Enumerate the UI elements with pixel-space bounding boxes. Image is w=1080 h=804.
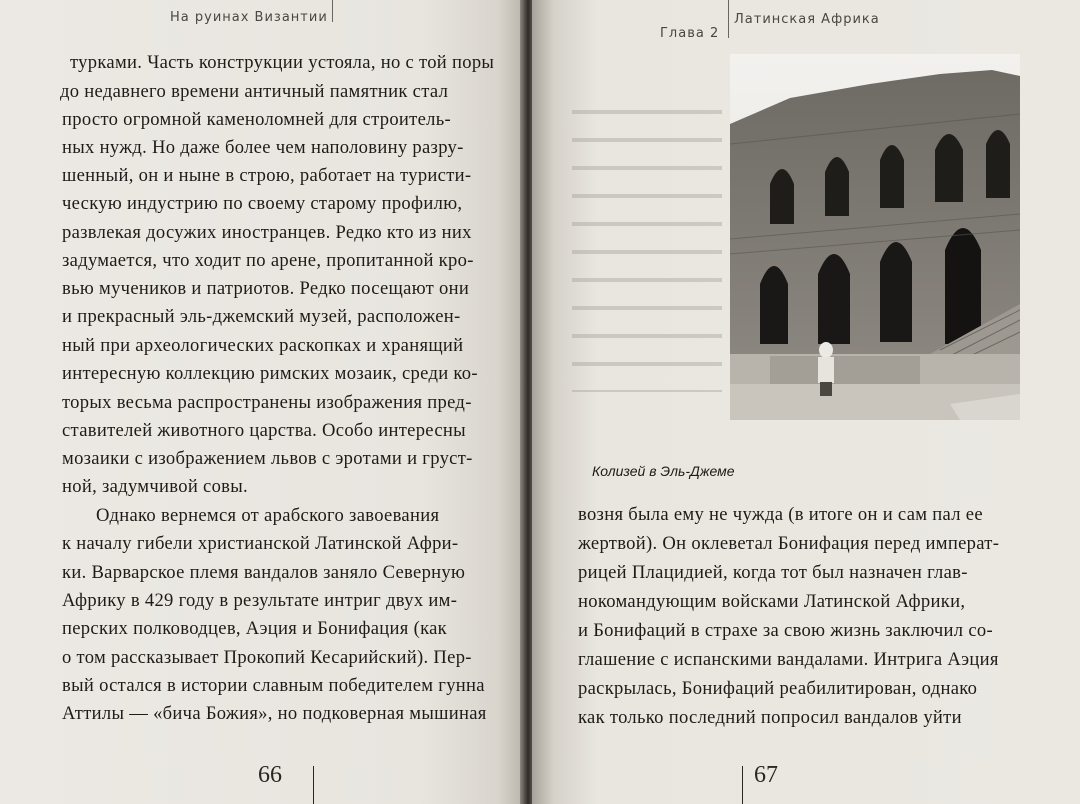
text-line: ных нужд. Но даже более чем наполовину разру- (62, 137, 464, 158)
text-line: ный при археологических раскопках и хранящий (62, 335, 464, 356)
text-line: ной, задумчивой совы. (62, 476, 248, 497)
text-line: интересную коллекцию римских мозаик, среди ко- (62, 363, 478, 384)
text-line: и прекрасный эль-джемский музей, расположен- (62, 306, 461, 327)
right-running-head: Латинская Африка (734, 12, 880, 27)
left-page-number: 66 (258, 762, 282, 788)
text-line: раскрылась, Бонифаций реабилитирован, однако (578, 678, 978, 699)
text-line: шенный, он и ныне в строю, работает на туристи- (62, 165, 472, 186)
text-line: и Бонифаций в страхе за свою жизнь заключил со- (578, 620, 993, 641)
text-line: о том рассказывает Прокопий Кесарийский). Пер- (62, 647, 472, 668)
text-line: нокомандующим войсками Латинской Африки, (578, 591, 966, 612)
text-line: ческую индустрию по своему старому профилю, (62, 193, 463, 214)
right-page (532, 0, 1080, 804)
text-line: возня была ему не чужда (в итоге он и сам пал ее (578, 504, 983, 525)
text-line: турками. Часть конструкции устояла, но с той поры (70, 52, 495, 73)
left-page (0, 0, 524, 804)
text-line: задумается, что ходит по арене, пропитанной кро- (62, 250, 474, 271)
figure-caption: Колизей в Эль-Джеме (592, 463, 735, 479)
text-line: Африку в 429 году в результате интриг двух им- (62, 590, 458, 611)
text-line: торых весьма распространены изображения пред- (62, 392, 472, 413)
folio-divider (742, 766, 743, 804)
text-line: глашение с испанскими вандалами. Интрига Аэция (578, 649, 999, 670)
left-running-head: На руинах Византии (170, 10, 328, 25)
running-head-divider (728, 0, 729, 38)
text-line: рицей Плацидией, когда тот был назначен глав- (578, 562, 968, 583)
text-line: мозаики с изображением львов с эротами и груст- (62, 448, 473, 469)
chapter-label: Глава 2 (660, 26, 720, 41)
text-line: вью мучеников и патриотов. Редко посещают они (62, 278, 470, 299)
text-line: развлекая досужих иностранцев. Редко кто из них (62, 222, 472, 243)
folio-divider (313, 766, 314, 804)
text-line: ставителей животного царства. Особо интересны (62, 420, 466, 441)
text-line: жертвой). Он оклеветал Бонифация перед императ- (578, 533, 1000, 554)
text-line: просто огромной каменоломней для строитель- (62, 109, 451, 130)
colosseum-photo (730, 54, 1020, 420)
text-line: ки. Варварское племя вандалов заняло Северную (62, 562, 466, 583)
text-line: Однако вернемся от арабского завоевания (96, 505, 440, 526)
running-head-divider (332, 0, 333, 22)
text-line: вый остался в истории славным победителем гунна (62, 675, 485, 696)
colosseum-image (730, 54, 1020, 420)
text-line: как только последний попросил вандалов уйти (578, 707, 962, 728)
text-line: до недавнего времени античный памятник стал (60, 81, 449, 102)
right-page-number: 67 (754, 762, 778, 788)
text-line: Аттилы — «бича Божия», но подковерная мышиная (62, 703, 487, 724)
text-line: перских полководцев, Аэция и Бонифация (как (62, 618, 448, 639)
text-line: к началу гибели христианской Латинской Афри- (62, 533, 459, 554)
